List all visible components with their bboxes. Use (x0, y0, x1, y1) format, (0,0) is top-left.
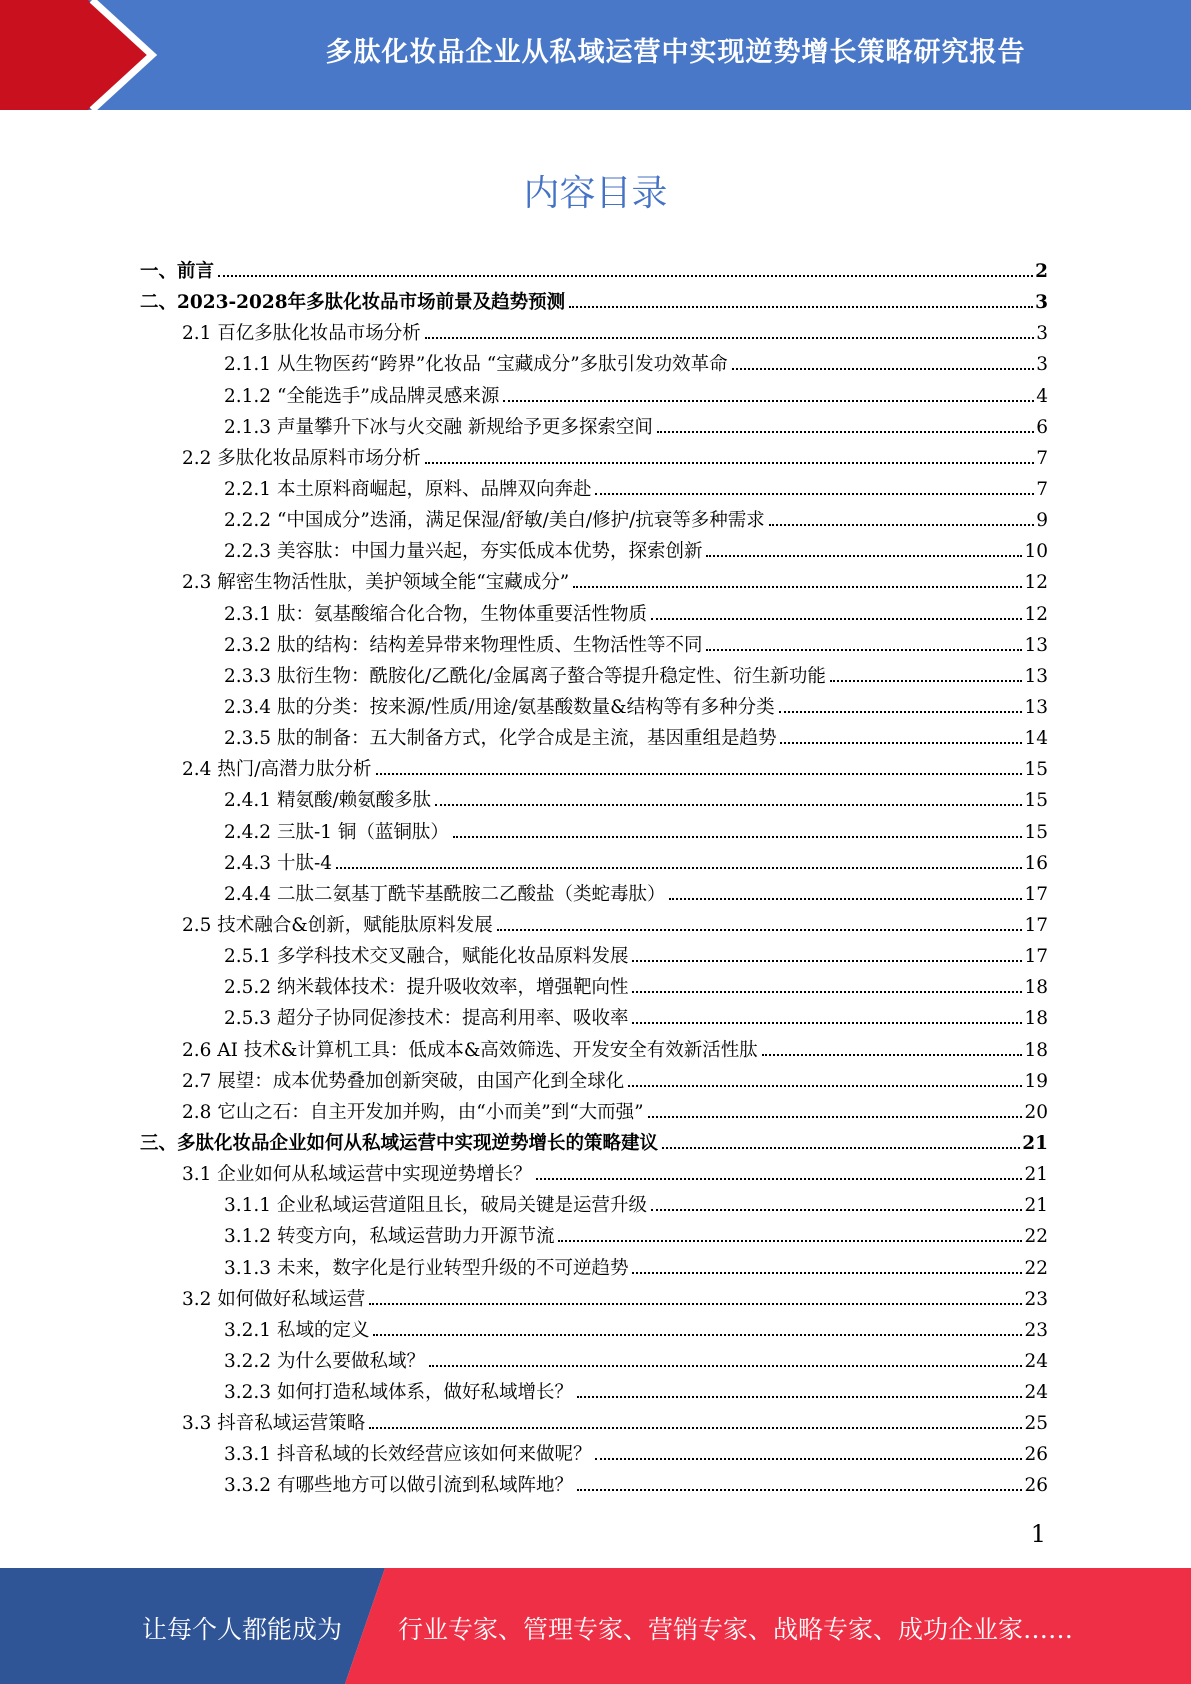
toc-entry-page: 23 (1024, 1319, 1048, 1341)
toc-entry[interactable] (140, 1097, 1048, 1128)
toc-entry[interactable] (140, 692, 1048, 723)
toc-entry-page: 10 (1024, 541, 1048, 563)
toc-entry[interactable] (140, 287, 1048, 318)
toc-entry[interactable] (140, 1408, 1048, 1439)
toc-entry-text: 2.4.2 三肽-1 铜（蓝铜肽） (224, 821, 449, 843)
toc-entry[interactable] (140, 599, 1048, 630)
toc-entry-page: 24 (1024, 1382, 1048, 1404)
toc-leader-dots (503, 400, 1034, 402)
toc-entry[interactable] (140, 1035, 1048, 1066)
toc-leader-dots (369, 1427, 1022, 1429)
toc-entry-text: 2.4.4 二肽二氨基丁酰苄基酰胺二乙酸盐（类蛇毒肽） (224, 883, 666, 905)
toc-entry-text: 2.4.3 十肽-4 (224, 852, 332, 874)
toc-leader-dots (218, 275, 1033, 277)
toc-leader-dots (373, 1334, 1022, 1336)
toc-entry[interactable] (140, 1284, 1048, 1315)
toc-entry[interactable] (140, 848, 1048, 879)
toc-leader-dots (732, 368, 1035, 370)
toc-entry-text: 2.3.2 肽的结构：结构差异带来物理性质、生物活性等不同 (224, 634, 703, 656)
toc-entry-text: 2.4 热门/高潜力肽分析 (182, 759, 372, 781)
toc-entry-page: 18 (1024, 1008, 1048, 1030)
toc-leader-dots (648, 1116, 1023, 1118)
toc-leader-dots (435, 804, 1022, 806)
toc-leader-dots (336, 867, 1022, 869)
toc-leader-dots (558, 1240, 1022, 1242)
toc-entry[interactable] (140, 879, 1048, 910)
toc-entry-page: 18 (1024, 977, 1048, 999)
toc-entry-page: 12 (1024, 572, 1048, 594)
toc-entry-page: 26 (1024, 1444, 1048, 1466)
page-number: 1 (1030, 1520, 1046, 1548)
toc-leader-dots (369, 1303, 1022, 1305)
toc-entry-text: 3.1.3 未来，数字化是行业转型升级的不可逆趋势 (224, 1257, 629, 1279)
toc-leader-dots (632, 960, 1022, 962)
toc-entry-text: 3.2.1 私域的定义 (224, 1319, 370, 1341)
toc-entry-text: 2.7 展望：成本优势叠加创新突破，由国产化到全球化 (182, 1070, 625, 1092)
toc-entry[interactable] (140, 817, 1048, 848)
toc-leader-dots (569, 306, 1033, 308)
toc-leader-dots (497, 929, 1023, 931)
toc-entry[interactable] (140, 474, 1048, 505)
toc-entry-page: 23 (1024, 1288, 1048, 1310)
toc-entry-text: 2.1.3 声量攀升下冰与火交融 新规给予更多探索空间 (224, 416, 653, 438)
toc-leader-dots (651, 618, 1022, 620)
toc-entry-page: 22 (1024, 1257, 1048, 1279)
toc-entry-page: 21 (1024, 1195, 1048, 1217)
toc-entry-page: 3 (1035, 292, 1048, 314)
toc-entry-text: 3.3.1 抖音私域的长效经营应该如何来做呢？ (224, 1444, 592, 1466)
toc-entry[interactable] (140, 1159, 1048, 1190)
toc-entry-page: 26 (1024, 1475, 1048, 1497)
toc-entry-text: 2.5 技术融合&创新，赋能肽原料发展 (182, 914, 493, 936)
toc-entry-page: 3 (1036, 354, 1048, 376)
toc-entry[interactable] (140, 381, 1048, 412)
toc-leader-dots (632, 1272, 1022, 1274)
toc-entry-text: 3.2.3 如何打造私域体系，做好私域增长？ (224, 1382, 573, 1404)
toc-entry-text: 2.3.3 肽衍生物：酰胺化/乙酰化/金属离子螯合等提升稳定性、衍生新功能 (224, 665, 826, 687)
toc-entry-text: 3.1.1 企业私域运营道阻且长，破局关键是运营升级 (224, 1195, 647, 1217)
toc-entry-text: 2.3.5 肽的制备：五大制备方式，化学合成是主流，基因重组是趋势 (224, 728, 777, 750)
toc-entry-text: 一、前言 (140, 261, 215, 282)
toc-leader-dots (769, 524, 1034, 526)
toc-entry-page: 21 (1024, 1164, 1048, 1186)
toc-entry-page: 24 (1024, 1350, 1048, 1372)
toc-entry-page: 14 (1024, 728, 1048, 750)
toc-entry-text: 2.2 多肽化妆品原料市场分析 (182, 447, 421, 469)
toc-entry[interactable] (140, 443, 1048, 474)
toc-title: 内容目录 (523, 173, 668, 214)
toc-leader-dots (628, 1085, 1022, 1087)
toc-entry-text: 3.1.2 转变方向，私域运营助力开源节流 (224, 1226, 555, 1248)
toc-entry-text: 3.1 企业如何从私域运营中实现逆势增长？ (182, 1164, 532, 1186)
toc-entry-page: 13 (1024, 665, 1048, 687)
toc-entry-page: 15 (1024, 759, 1048, 781)
toc-entry-text: 2.6 AI 技术&计算机工具：低成本&高效筛选、开发安全有效新活性肽 (182, 1039, 758, 1061)
toc-entry-page: 25 (1024, 1413, 1048, 1435)
toc-entry-text: 2.3 解密生物活性肽，美护领域全能“宝藏成分” (182, 572, 570, 594)
toc-leader-dots (573, 586, 1022, 588)
toc-entry-text: 2.1 百亿多肽化妆品市场分析 (182, 323, 421, 345)
toc-entry[interactable] (140, 1439, 1048, 1470)
toc-leader-dots (780, 742, 1022, 744)
toc-entry[interactable] (140, 412, 1048, 443)
toc-entry-page: 16 (1024, 852, 1048, 874)
toc-leader-dots (662, 1147, 1020, 1149)
toc-leader-dots (536, 1178, 1023, 1180)
toc-entry[interactable] (140, 972, 1048, 1003)
toc-entry-page: 19 (1024, 1070, 1048, 1092)
toc-leader-dots (595, 1458, 1022, 1460)
toc-leader-dots (425, 337, 1034, 339)
toc-entry-text: 2.2.2 “中国成分”迭涌，满足保湿/舒敏/美白/修护/抗衰等多种需求 (224, 510, 765, 532)
toc-leader-dots (762, 1054, 1023, 1056)
toc-entry-text: 2.3.4 肽的分类：按来源/性质/用途/氨基酸数量&结构等有多种分类 (224, 696, 775, 718)
toc-entry-page: 6 (1036, 416, 1048, 438)
toc-leader-dots (425, 462, 1034, 464)
toc-entry[interactable] (140, 1346, 1048, 1377)
toc-entry[interactable] (140, 567, 1048, 598)
toc-entry[interactable] (140, 1066, 1048, 1097)
header-title: 多肽化妆品企业从私域运营中实现逆势增长策略研究报告 (325, 37, 1026, 68)
page-header (0, 0, 1191, 110)
toc-leader-dots (577, 1489, 1022, 1491)
toc-entry[interactable] (140, 349, 1048, 380)
toc-leader-dots (376, 773, 1023, 775)
toc-leader-dots (453, 836, 1023, 838)
toc-entry[interactable] (140, 941, 1048, 972)
toc-entry-page: 21 (1022, 1132, 1048, 1154)
toc-entry-page: 3 (1036, 323, 1048, 345)
toc-entry-text: 2.5.3 超分子协同促渗技术：提高利用率、吸收率 (224, 1008, 629, 1030)
toc-entry[interactable] (140, 505, 1048, 536)
toc-leader-dots (830, 680, 1023, 682)
toc-leader-dots (632, 1022, 1022, 1024)
toc-entry-page: 12 (1024, 603, 1048, 625)
toc-entry-page: 4 (1036, 385, 1048, 407)
toc-leader-dots (577, 1396, 1022, 1398)
toc-entry-text: 2.2.1 本土原料商崛起，原料、品牌双向奔赴 (224, 478, 592, 500)
toc-entry-text: 2.4.1 精氨酸/赖氨酸多肽 (224, 790, 432, 812)
toc-entry-page: 13 (1024, 696, 1048, 718)
toc-entry-text: 2.8 它山之石：自主开发加并购，由“小而美”到“大而强” (182, 1101, 644, 1123)
toc-entry[interactable] (140, 1128, 1048, 1159)
footer-slogan-left: 让每个人都能成为 (142, 1615, 343, 1644)
toc-leader-dots (669, 898, 1022, 900)
toc-entry-text: 3.3.2 有哪些地方可以做引流到私域阵地？ (224, 1475, 573, 1497)
toc-entry-page: 7 (1036, 478, 1048, 500)
toc-entry[interactable] (140, 318, 1048, 349)
toc-leader-dots (657, 431, 1034, 433)
toc-entry-page: 9 (1036, 510, 1048, 532)
toc-entry[interactable] (140, 1470, 1048, 1501)
toc-entry-text: 3.3 抖音私域运营策略 (182, 1413, 366, 1435)
toc-leader-dots (429, 1365, 1022, 1367)
toc-entry[interactable] (140, 256, 1048, 287)
toc-entry[interactable] (140, 723, 1048, 754)
toc-entry-page: 18 (1024, 1039, 1048, 1061)
toc-entry-text: 2.1.1 从生物医药“跨界”化妆品 “宝藏成分”多肽引发功效革命 (224, 354, 728, 376)
toc-entry[interactable] (140, 1377, 1048, 1408)
toc-entry-page: 15 (1024, 821, 1048, 843)
toc-entry[interactable] (140, 910, 1048, 941)
toc-entry[interactable] (140, 1253, 1048, 1284)
toc-entry-text: 三、多肽化妆品企业如何从私域运营中实现逆势增长的策略建议 (140, 1132, 659, 1154)
toc-entry-text: 2.2.3 美容肽：中国力量兴起，夯实低成本优势，探索创新 (224, 541, 703, 563)
toc-entry-page: 17 (1024, 946, 1048, 968)
toc-entry-page: 2 (1035, 261, 1048, 282)
toc-entry-text: 2.3.1 肽：氨基酸缩合化合物，生物体重要活性物质 (224, 603, 647, 625)
toc-leader-dots (779, 711, 1023, 713)
toc-entry-page: 20 (1024, 1101, 1048, 1123)
toc-entry[interactable] (140, 1221, 1048, 1252)
toc-entry-page: 17 (1024, 914, 1048, 936)
toc-entry[interactable] (140, 536, 1048, 567)
toc-entry-page: 13 (1024, 634, 1048, 656)
table-of-contents (140, 256, 1048, 1502)
toc-leader-dots (632, 991, 1022, 993)
toc-entry-page: 15 (1024, 790, 1048, 812)
toc-entry[interactable] (140, 1190, 1048, 1221)
toc-entry[interactable] (140, 661, 1048, 692)
toc-entry-text: 2.5.2 纳米载体技术：提升吸收效率，增强靶向性 (224, 977, 629, 999)
toc-entry[interactable] (140, 754, 1048, 785)
toc-entry-text: 3.2 如何做好私域运营 (182, 1288, 366, 1310)
toc-entry-page: 22 (1024, 1226, 1048, 1248)
toc-leader-dots (706, 649, 1022, 651)
toc-leader-dots (595, 493, 1034, 495)
toc-entry[interactable] (140, 1003, 1048, 1034)
toc-leader-dots (651, 1209, 1022, 1211)
toc-entry[interactable] (140, 1315, 1048, 1346)
toc-leader-dots (706, 555, 1022, 557)
toc-entry-text: 2.5.1 多学科技术交叉融合，赋能化妆品原料发展 (224, 946, 629, 968)
page-footer (0, 1568, 1191, 1684)
toc-entry-page: 17 (1024, 883, 1048, 905)
toc-entry-page: 7 (1036, 447, 1048, 469)
toc-entry[interactable] (140, 785, 1048, 816)
toc-entry-text: 二、2023-2028年多肽化妆品市场前景及趋势预测 (140, 292, 566, 314)
toc-entry[interactable] (140, 630, 1048, 661)
toc-entry-text: 2.1.2 “全能选手”成品牌灵感来源 (224, 385, 500, 407)
footer-slogan-right: 行业专家、管理专家、营销专家、战略专家、成功企业家…… (398, 1615, 1074, 1644)
toc-entry-text: 3.2.2 为什么要做私域？ (224, 1350, 425, 1372)
